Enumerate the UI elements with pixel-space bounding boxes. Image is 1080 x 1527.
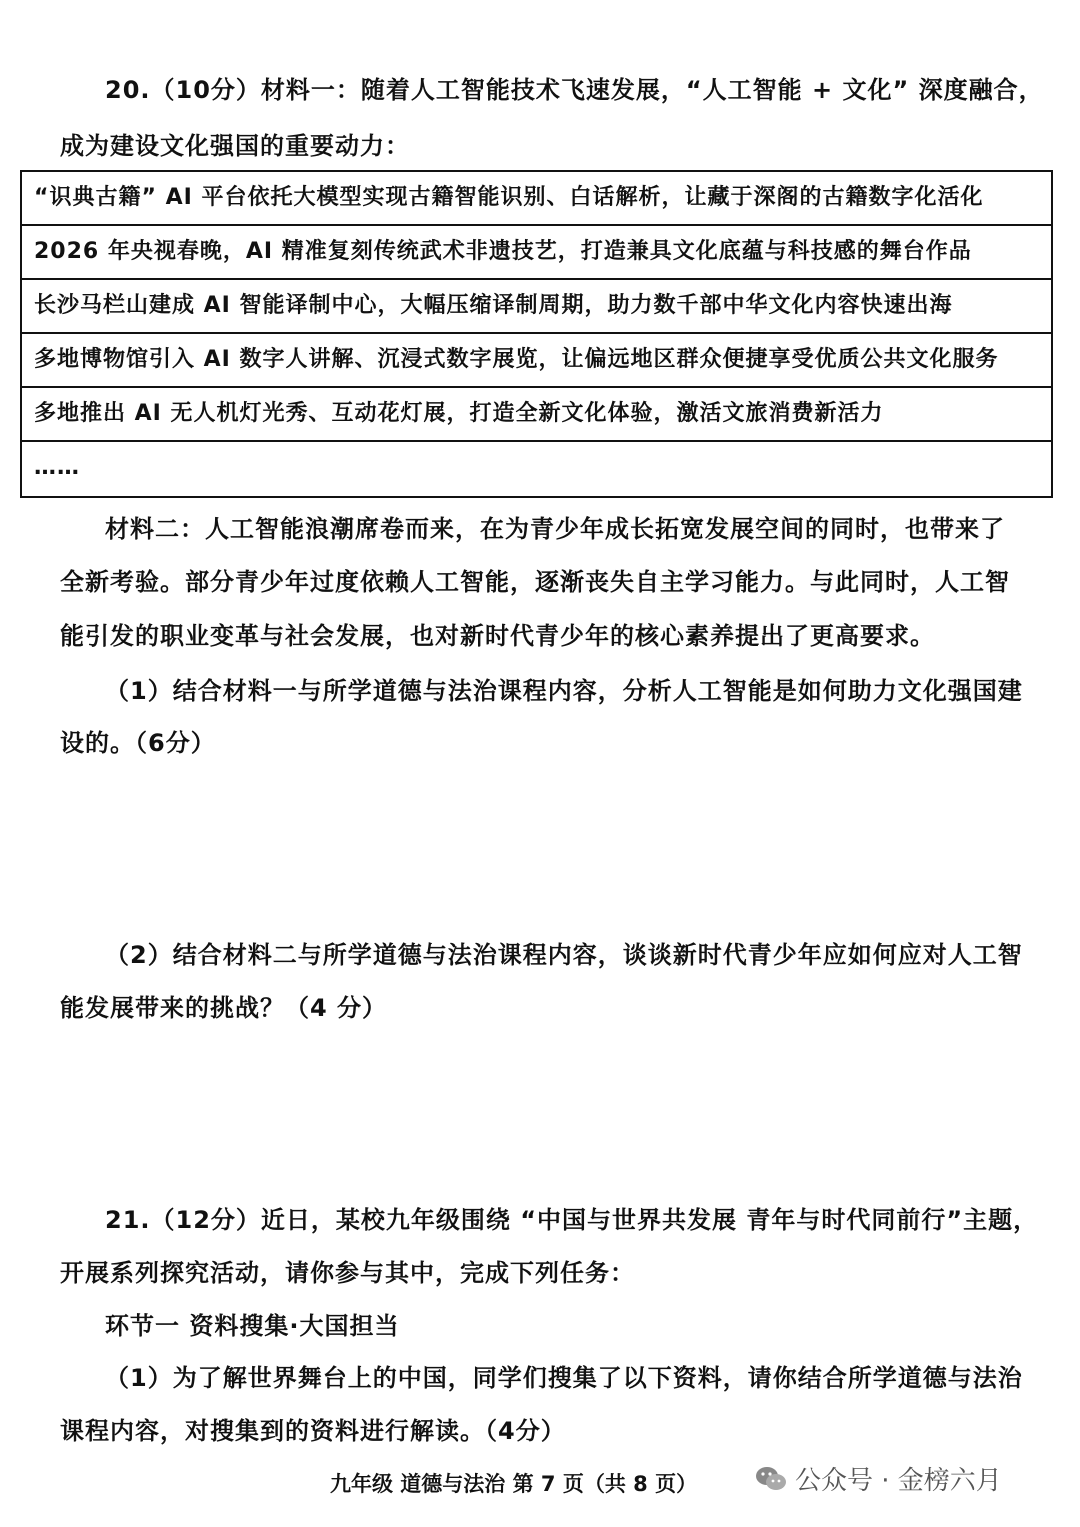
watermark-text: 公众号 · 金榜六月 [795, 1466, 1002, 1496]
materials-table [20, 170, 1053, 498]
q20-sub1-line-2: 设的。（6分） [60, 729, 216, 757]
q21-line-1: 21.（12分）近日，某校九年级围绕 “中国与世界共发展 青年与时代同前行”主题， [105, 1206, 1039, 1234]
q21-sub1-line-1: （1）为了解世界舞台上的中国，同学们搜集了以下资料，请你结合所学道德与法治 [105, 1364, 1023, 1392]
q21-sub1-line-2: 课程内容，对搜集到的资料进行解读。（4分） [60, 1417, 566, 1445]
watermark [755, 1460, 1002, 1497]
wechat-icon [755, 1465, 787, 1493]
q20-sub2-line-2: 能发展带来的挑战？（4 分） [60, 994, 388, 1022]
material2-line-2: 全新考验。部分青少年过度依赖人工智能，逐渐丧失自主学习能力。与此同时，人工智 [60, 568, 1010, 596]
q20-line-2: 成为建设文化强国的重要动力： [60, 132, 410, 160]
table-row: 多地推出 AI 无人机灯光秀、互动花灯展，打造全新文化体验，激活文旅消费新活力 [22, 388, 1051, 442]
page-footer: 九年级 道德与法治 第 7 页（共 8 页） [330, 1472, 698, 1496]
q20-sub2-line-1: （2）结合材料二与所学道德与法治课程内容，谈谈新时代青少年应如何应对人工智 [105, 941, 1023, 969]
q21-line-2: 开展系列探究活动，请你参与其中，完成下列任务： [60, 1259, 635, 1287]
material2-line-1: 材料二：人工智能浪潮席卷而来，在为青少年成长拓宽发展空间的同时，也带来了 [105, 515, 1005, 543]
q21-section-title: 环节一 资料搜集·大国担当 [105, 1312, 400, 1340]
table-row: 长沙马栏山建成 AI 智能译制中心，大幅压缩译制周期，助力数千部中华文化内容快速出海 [22, 280, 1051, 334]
table-row: 2026 年央视春晚，AI 精准复刻传统武术非遗技艺，打造兼具文化底蕴与科技感的舞台作品 [22, 226, 1051, 280]
table-row: 多地博物馆引入 AI 数字人讲解、沉浸式数字展览，让偏远地区群众便捷享受优质公共文化服务 [22, 334, 1051, 388]
table-row: “识典古籍” AI 平台依托大模型实现古籍智能识别、白话解析，让藏于深阁的古籍数字化活化 [22, 172, 1051, 226]
q20-line-1: 20.（10分）材料一：随着人工智能技术飞速发展，“人工智能 + 文化” 深度融合， [105, 76, 1044, 104]
table-row: …… [34, 455, 80, 480]
q20-sub1-line-1: （1）结合材料一与所学道德与法治课程内容，分析人工智能是如何助力文化强国建 [105, 677, 1023, 705]
material2-line-3: 能引发的职业变革与社会发展，也对新时代青少年的核心素养提出了更高要求。 [60, 622, 935, 650]
